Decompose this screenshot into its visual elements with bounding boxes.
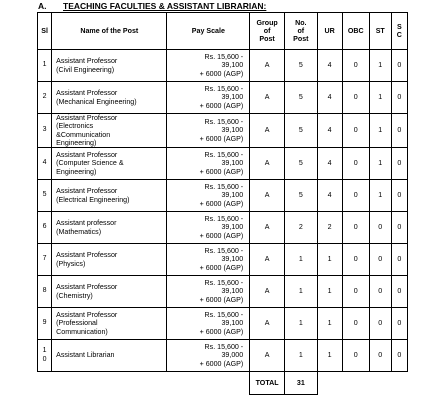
text-line: Assistant Professor bbox=[56, 89, 118, 98]
no-of-post-cell: 5 bbox=[285, 50, 318, 82]
st-cell: 1 bbox=[369, 114, 391, 148]
group-cell: A bbox=[250, 82, 285, 114]
sl-cell bbox=[38, 308, 52, 340]
no-of-post-cell: 1 bbox=[285, 308, 318, 340]
st-cell: 0 bbox=[369, 212, 391, 244]
text-line: + 6000 (AGP) bbox=[199, 199, 244, 208]
text-line: Engineering) bbox=[56, 138, 97, 147]
text-line: 3 bbox=[42, 126, 47, 134]
text-line: No. bbox=[295, 18, 307, 27]
header-group bbox=[250, 13, 285, 50]
group-cell: A bbox=[250, 244, 285, 276]
header-sl bbox=[38, 13, 52, 50]
sl-cell bbox=[38, 82, 52, 114]
text-line: Assistant Librarian bbox=[56, 351, 115, 360]
post-name-cell bbox=[52, 212, 167, 244]
text-line: of bbox=[263, 26, 271, 35]
post-name-cell bbox=[52, 276, 167, 308]
text-line: 2 bbox=[42, 93, 47, 101]
sc-cell: 0 bbox=[391, 50, 407, 82]
text-line: 0 bbox=[42, 355, 47, 363]
group-cell: A bbox=[250, 212, 285, 244]
text-line: 39,100 bbox=[221, 93, 244, 102]
group-cell: A bbox=[250, 50, 285, 82]
group-cell: A bbox=[250, 180, 285, 212]
group-cell: A bbox=[250, 148, 285, 180]
table-row bbox=[38, 244, 408, 276]
text-line: (Mathematics) bbox=[56, 227, 102, 236]
obc-cell: 0 bbox=[342, 276, 369, 308]
obc-cell: 0 bbox=[342, 212, 369, 244]
obc-cell: 0 bbox=[342, 114, 369, 148]
text-line: + 6000 (AGP) bbox=[199, 167, 244, 176]
no-of-post-cell: 1 bbox=[285, 244, 318, 276]
text-line: UR bbox=[324, 26, 335, 35]
ur-cell: 4 bbox=[317, 148, 342, 180]
ur-cell: 2 bbox=[317, 212, 342, 244]
text-line: Rs. 15,600 - bbox=[204, 85, 244, 94]
ur-cell: 4 bbox=[317, 114, 342, 148]
post-name-cell bbox=[52, 114, 167, 148]
post-name-cell bbox=[52, 340, 167, 372]
pay-scale-cell bbox=[167, 340, 250, 372]
sl-cell bbox=[38, 340, 52, 372]
st-cell: 0 bbox=[369, 276, 391, 308]
text-line: Rs. 15,600 - bbox=[204, 311, 244, 320]
text-line: Engineering) bbox=[56, 167, 97, 176]
pay-scale-cell bbox=[167, 114, 250, 148]
total-row bbox=[38, 372, 408, 395]
posts-table bbox=[37, 12, 408, 395]
text-line: + 6000 (AGP) bbox=[199, 327, 244, 336]
text-line: 1 bbox=[42, 61, 47, 69]
pay-scale-cell bbox=[167, 308, 250, 340]
text-line: + 6000 (AGP) bbox=[199, 263, 244, 272]
header-obc bbox=[342, 13, 369, 50]
sl-cell bbox=[38, 50, 52, 82]
group-cell: A bbox=[250, 276, 285, 308]
text-line: &Communication bbox=[56, 130, 111, 139]
obc-cell: 0 bbox=[342, 244, 369, 276]
table-row bbox=[38, 50, 408, 82]
post-name-cell bbox=[52, 180, 167, 212]
text-line: (Professional bbox=[56, 319, 98, 328]
ur-cell: 4 bbox=[317, 180, 342, 212]
ur-cell: 1 bbox=[317, 308, 342, 340]
text-line: (Civil Engineering) bbox=[56, 65, 115, 74]
obc-cell: 0 bbox=[342, 308, 369, 340]
obc-cell: 0 bbox=[342, 340, 369, 372]
text-line: 1 bbox=[42, 347, 47, 355]
group-cell: A bbox=[250, 114, 285, 148]
text-line: Group bbox=[256, 18, 278, 27]
obc-cell: 0 bbox=[342, 82, 369, 114]
text-line: 39,100 bbox=[221, 126, 244, 135]
obc-cell: 0 bbox=[342, 50, 369, 82]
st-cell: 0 bbox=[369, 308, 391, 340]
text-line: S bbox=[396, 22, 402, 31]
text-line: ST bbox=[375, 26, 385, 35]
ur-cell: 1 bbox=[317, 340, 342, 372]
text-line: Rs. 15,600 - bbox=[204, 151, 244, 160]
pay-scale-cell bbox=[167, 82, 250, 114]
text-line: + 6000 (AGP) bbox=[199, 359, 244, 368]
text-line: 4 bbox=[42, 159, 47, 167]
st-cell: 1 bbox=[369, 148, 391, 180]
table-row bbox=[38, 148, 408, 180]
text-line: 39,100 bbox=[221, 61, 244, 70]
table-row bbox=[38, 276, 408, 308]
text-line: 39,100 bbox=[221, 223, 244, 232]
st-cell: 1 bbox=[369, 82, 391, 114]
text-line: Assistant Professor bbox=[56, 57, 118, 66]
post-name-cell bbox=[52, 82, 167, 114]
total-label: TOTAL bbox=[250, 372, 285, 395]
text-line: (Electronics bbox=[56, 122, 94, 131]
obc-cell: 0 bbox=[342, 180, 369, 212]
text-line: Pay Scale bbox=[191, 26, 225, 35]
table-row bbox=[38, 212, 408, 244]
text-line: + 6000 (AGP) bbox=[199, 134, 244, 143]
sc-cell: 0 bbox=[391, 148, 407, 180]
text-line: Post bbox=[259, 35, 275, 44]
text-line: 8 bbox=[42, 287, 47, 295]
text-line: (Electrical Engineering) bbox=[56, 195, 130, 204]
text-line: Post bbox=[293, 35, 309, 44]
no-of-post-cell: 5 bbox=[285, 148, 318, 180]
text-line: Assistant Professor bbox=[56, 114, 118, 123]
text-line: Assistant Professor bbox=[56, 283, 118, 292]
no-of-post-cell: 1 bbox=[285, 340, 318, 372]
text-line: Rs. 15,600 - bbox=[204, 343, 244, 352]
table-row bbox=[38, 180, 408, 212]
text-line: Rs. 15,600 - bbox=[204, 279, 244, 288]
text-line: Rs. 15,600 - bbox=[204, 183, 244, 192]
text-line: 39,000 bbox=[221, 351, 244, 360]
header-pay-scale bbox=[167, 13, 250, 50]
st-cell: 0 bbox=[369, 340, 391, 372]
sl-cell bbox=[38, 212, 52, 244]
pay-scale-cell bbox=[167, 50, 250, 82]
no-of-post-cell: 2 bbox=[285, 212, 318, 244]
text-line: (Mechanical Engineering) bbox=[56, 97, 137, 106]
text-line: C bbox=[396, 31, 402, 39]
no-of-post-cell: 5 bbox=[285, 114, 318, 148]
sl-cell bbox=[38, 276, 52, 308]
pay-scale-cell bbox=[167, 212, 250, 244]
text-line: 39,100 bbox=[221, 255, 244, 264]
sl-cell bbox=[38, 244, 52, 276]
text-line: Assistant professor bbox=[56, 219, 117, 228]
table-row bbox=[38, 308, 408, 340]
text-line: Rs. 15,600 - bbox=[204, 247, 244, 256]
text-line: Rs. 15,600 - bbox=[204, 118, 244, 127]
table-header-row bbox=[38, 13, 408, 50]
group-cell: A bbox=[250, 340, 285, 372]
text-line: + 6000 (AGP) bbox=[199, 231, 244, 240]
text-line: (Chemistry) bbox=[56, 291, 93, 300]
post-name-cell bbox=[52, 308, 167, 340]
sc-cell: 0 bbox=[391, 180, 407, 212]
text-line: 39,100 bbox=[221, 159, 244, 168]
ur-cell: 1 bbox=[317, 244, 342, 276]
pay-scale-cell bbox=[167, 276, 250, 308]
post-name-cell bbox=[52, 244, 167, 276]
table-row bbox=[38, 114, 408, 148]
text-line: 39,100 bbox=[221, 191, 244, 200]
total-value: 31 bbox=[285, 372, 318, 395]
text-line: 39,100 bbox=[221, 287, 244, 296]
st-cell: 0 bbox=[369, 244, 391, 276]
st-cell: 1 bbox=[369, 50, 391, 82]
header-name bbox=[52, 13, 167, 50]
table-row bbox=[38, 340, 408, 372]
text-line: 6 bbox=[42, 223, 47, 231]
text-line: + 6000 (AGP) bbox=[199, 295, 244, 304]
text-line: 9 bbox=[42, 319, 47, 327]
total-spacer-right bbox=[317, 372, 407, 395]
section-number: A. bbox=[38, 1, 47, 11]
text-line: Assistant Professor bbox=[56, 187, 118, 196]
sc-cell: 0 bbox=[391, 244, 407, 276]
sc-cell: 0 bbox=[391, 308, 407, 340]
st-cell: 1 bbox=[369, 180, 391, 212]
no-of-post-cell: 5 bbox=[285, 82, 318, 114]
text-line: 39,100 bbox=[221, 319, 244, 328]
no-of-post-cell: 5 bbox=[285, 180, 318, 212]
sc-cell: 0 bbox=[391, 340, 407, 372]
pay-scale-cell bbox=[167, 244, 250, 276]
ur-cell: 1 bbox=[317, 276, 342, 308]
text-line: Assistant Professor bbox=[56, 311, 118, 320]
text-line: of bbox=[297, 26, 305, 35]
section-title: TEACHING FACULTIES & ASSISTANT LIBRARIAN: bbox=[63, 1, 267, 11]
ur-cell: 4 bbox=[317, 82, 342, 114]
text-line: Assistant Professor bbox=[56, 251, 118, 260]
obc-cell: 0 bbox=[342, 148, 369, 180]
sc-cell: 0 bbox=[391, 114, 407, 148]
ur-cell: 4 bbox=[317, 50, 342, 82]
sl-cell bbox=[38, 114, 52, 148]
text-line: 5 bbox=[42, 191, 47, 199]
text-line: Rs. 15,600 - bbox=[204, 215, 244, 224]
sc-cell: 0 bbox=[391, 82, 407, 114]
text-line: (Physics) bbox=[56, 259, 86, 268]
sl-cell bbox=[38, 180, 52, 212]
sl-cell bbox=[38, 148, 52, 180]
group-cell: A bbox=[250, 308, 285, 340]
total-spacer bbox=[38, 372, 250, 395]
no-of-post-cell: 1 bbox=[285, 276, 318, 308]
text-line: OBC bbox=[347, 26, 364, 35]
header-sc bbox=[391, 13, 407, 50]
pay-scale-cell bbox=[167, 148, 250, 180]
pay-scale-cell bbox=[167, 180, 250, 212]
post-name-cell bbox=[52, 148, 167, 180]
text-line: Name of the Post bbox=[80, 26, 139, 35]
text-line: + 6000 (AGP) bbox=[199, 101, 244, 110]
text-line: (Computer Science & bbox=[56, 159, 124, 168]
text-line: + 6000 (AGP) bbox=[199, 69, 244, 78]
header-ur bbox=[317, 13, 342, 50]
text-line: Sl bbox=[41, 26, 48, 35]
header-st bbox=[369, 13, 391, 50]
text-line: Communication) bbox=[56, 327, 108, 336]
post-name-cell bbox=[52, 50, 167, 82]
table-row bbox=[38, 82, 408, 114]
sc-cell: 0 bbox=[391, 276, 407, 308]
text-line: Rs. 15,600 - bbox=[204, 53, 244, 62]
sc-cell: 0 bbox=[391, 212, 407, 244]
text-line: 7 bbox=[42, 255, 47, 263]
header-no-of-post bbox=[285, 13, 318, 50]
text-line: Assistant Professor bbox=[56, 151, 118, 160]
